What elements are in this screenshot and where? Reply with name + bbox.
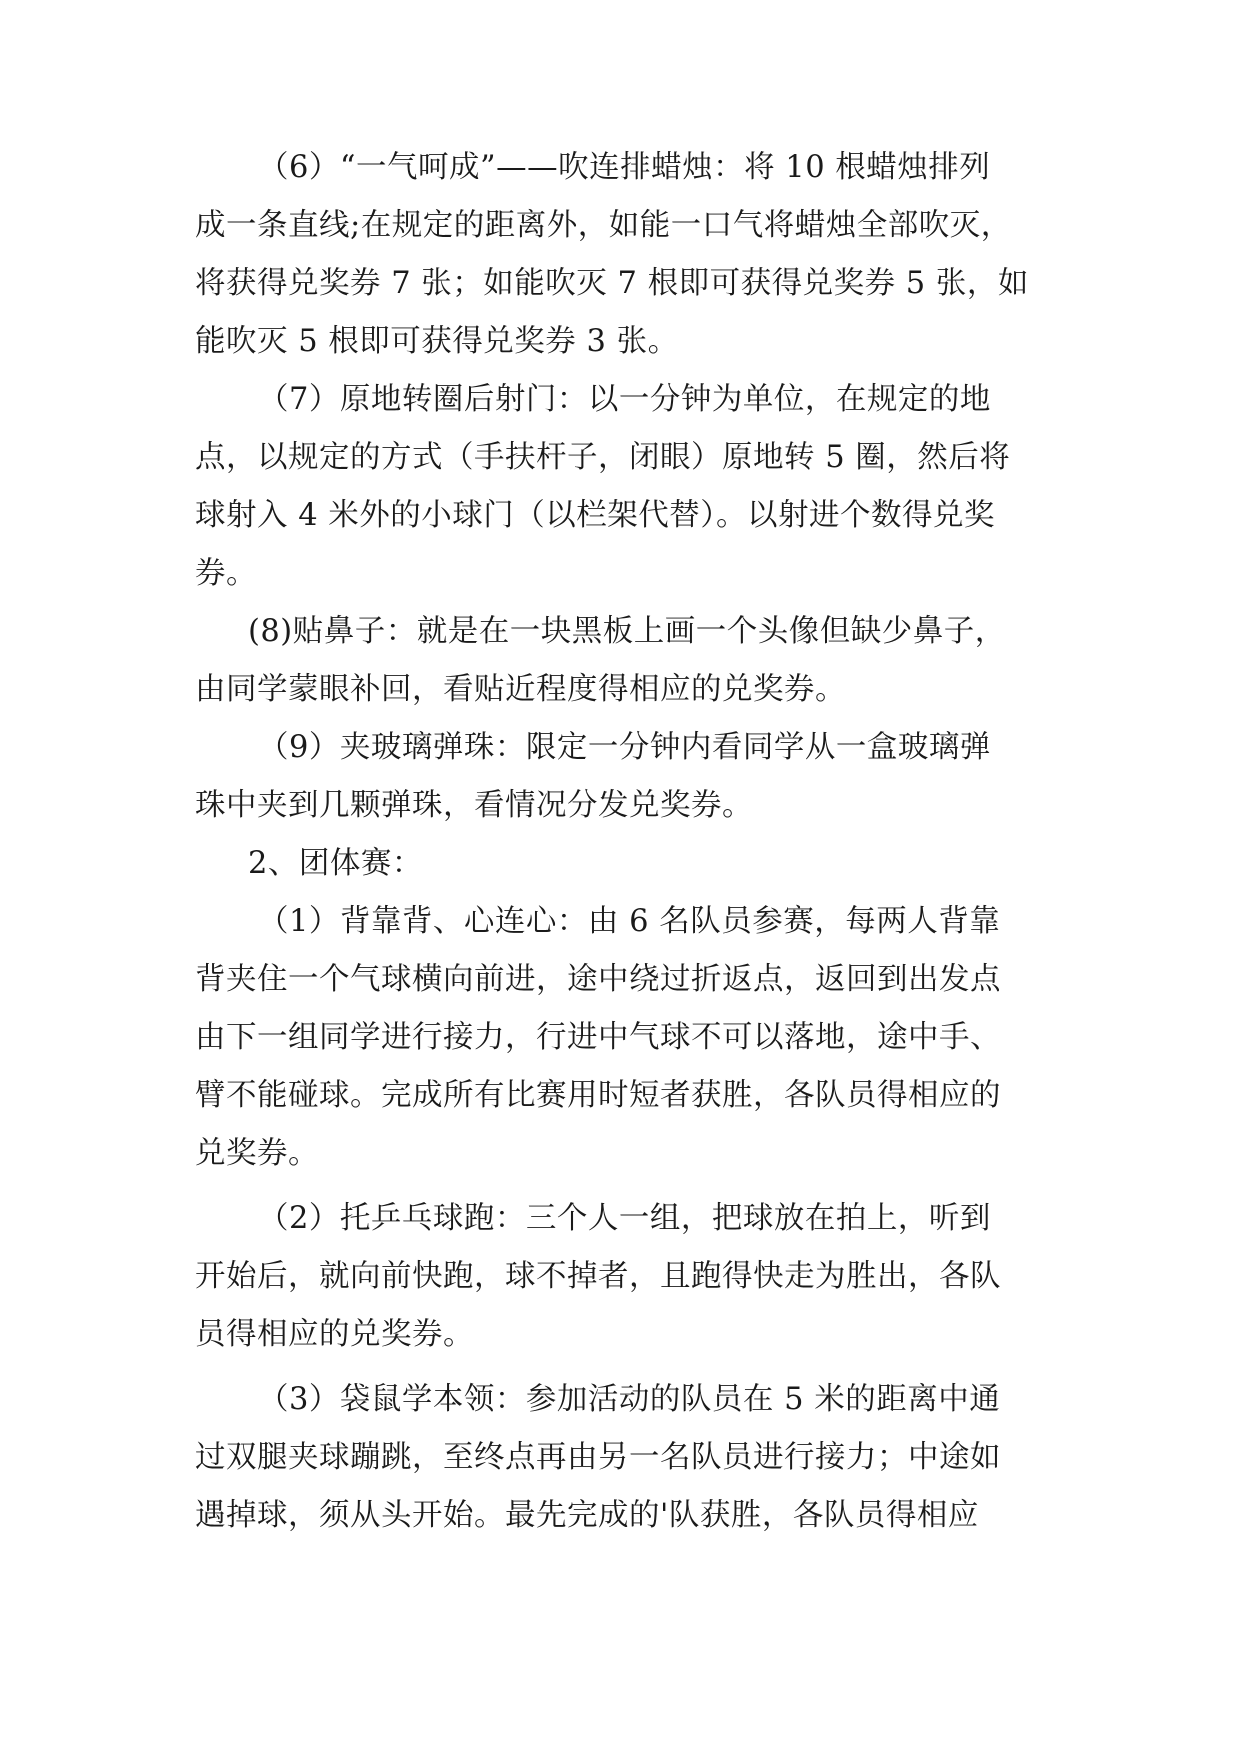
text-line: （2）托乒乓球跑：三个人一组，把球放在拍上，听到	[258, 1201, 991, 1236]
text-line: 珠中夹到几颗弹珠，看情况分发兑奖券。	[195, 788, 753, 823]
text-line: （1）背靠背、心连心：由 6 名队员参赛，每两人背靠	[258, 904, 1001, 939]
text-line: （7）原地转圈后射门：以一分钟为单位，在规定的地	[258, 382, 991, 417]
text-line: （6）“一气呵成”——吹连排蜡烛：将 10 根蜡烛排列	[258, 150, 991, 185]
text-line: （9）夹玻璃弹珠：限定一分钟内看同学从一盒玻璃弹	[258, 730, 991, 765]
text-line: （3）袋鼠学本领：参加活动的队员在 5 米的距离中通	[258, 1382, 1001, 1417]
text-line: 开始后，就向前快跑，球不掉者，且跑得快走为胜出，各队	[195, 1259, 1001, 1294]
text-line: 遇掉球，须从头开始。最先完成的'队获胜，各队员得相应	[195, 1498, 979, 1533]
text-line: 背夹住一个气球横向前进，途中绕过折返点，返回到出发点	[195, 962, 1001, 997]
text-line: 点，以规定的方式（手扶杆子，闭眼）原地转 5 圈，然后将	[195, 440, 1011, 475]
text-line: 由同学蒙眼补回，看贴近程度得相应的兑奖券。	[195, 672, 846, 707]
section-heading: 2、团体赛：	[248, 846, 423, 881]
text-line: 过双腿夹球蹦跳，至终点再由另一名队员进行接力；中途如	[195, 1440, 1001, 1475]
text-line: 成一条直线;在规定的距离外，如能一口气将蜡烛全部吹灭，	[195, 208, 1012, 243]
text-line: 能吹灭 5 根即可获得兑奖券 3 张。	[195, 324, 679, 359]
text-line: 员得相应的兑奖券。	[195, 1317, 474, 1352]
text-line: (8)贴鼻子：就是在一块黑板上画一个头像但缺少鼻子，	[248, 614, 1006, 649]
text-line: 券。	[195, 556, 257, 591]
text-line: 由下一组同学进行接力，行进中气球不可以落地，途中手、	[195, 1020, 1001, 1055]
text-line: 球射入 4 米外的小球门（以栏架代替）。以射进个数得兑奖	[195, 498, 996, 533]
text-line: 臂不能碰球。完成所有比赛用时短者获胜，各队员得相应的	[195, 1078, 1001, 1113]
text-line: 兑奖券。	[195, 1136, 319, 1171]
text-line: 将获得兑奖券 7 张；如能吹灭 7 根即可获得兑奖券 5 张，如	[195, 266, 1029, 301]
